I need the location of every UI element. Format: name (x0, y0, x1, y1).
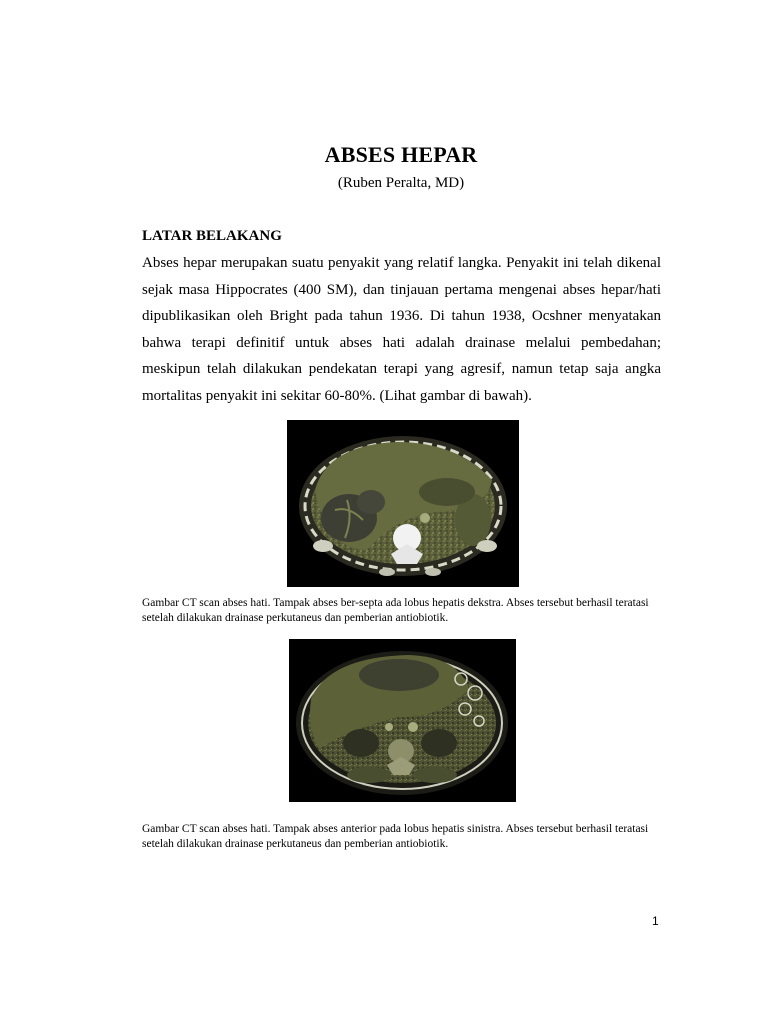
page-number: 1 (652, 914, 659, 928)
ct-scan-image-2 (289, 639, 516, 802)
figure-caption-2: Gambar CT scan abses hati. Tampak abses anterior pada lobus hepatis sinistra. Abses tersebut berhasil teratasi setelah dilakukan drainase perkutaneus dan pemberian antiobiotik. (142, 823, 649, 850)
ct-scan-image-1 (287, 420, 519, 587)
document-title: ABSES HEPAR (324, 142, 478, 167)
document-author: (Ruben Peralta, MD) (337, 175, 465, 191)
body-paragraph: Abses hepar merupakan suatu penyakit yang relatif langka. Penyakit ini telah dikenal sejak masa Hippocrates (400 SM), dan tinjauan pertama mengenai abses hepar/hati dipublikasikan oleh Bright pada tahun 1936. Di tahun 1938, Ocshner menyatakan bahwa terapi definitif untuk abses hati adalah drainase melalui pembedahan; meskipun telah dilakukan pendekatan terapi yang agresif, namun tetap saja angka mortalitas penyakit ini sekitar 60-80%. (Lihat gambar di bawah). (142, 255, 661, 404)
section-heading: LATAR BELAKANG (142, 228, 282, 244)
figure-caption-1: Gambar CT scan abses hati. Tampak abses ber-septa ada lobus hepatis dekstra. Abses tersebut berhasil teratasi setelah dilakukan drainase perkutaneus dan pemberian antiobiotik. (142, 597, 649, 624)
